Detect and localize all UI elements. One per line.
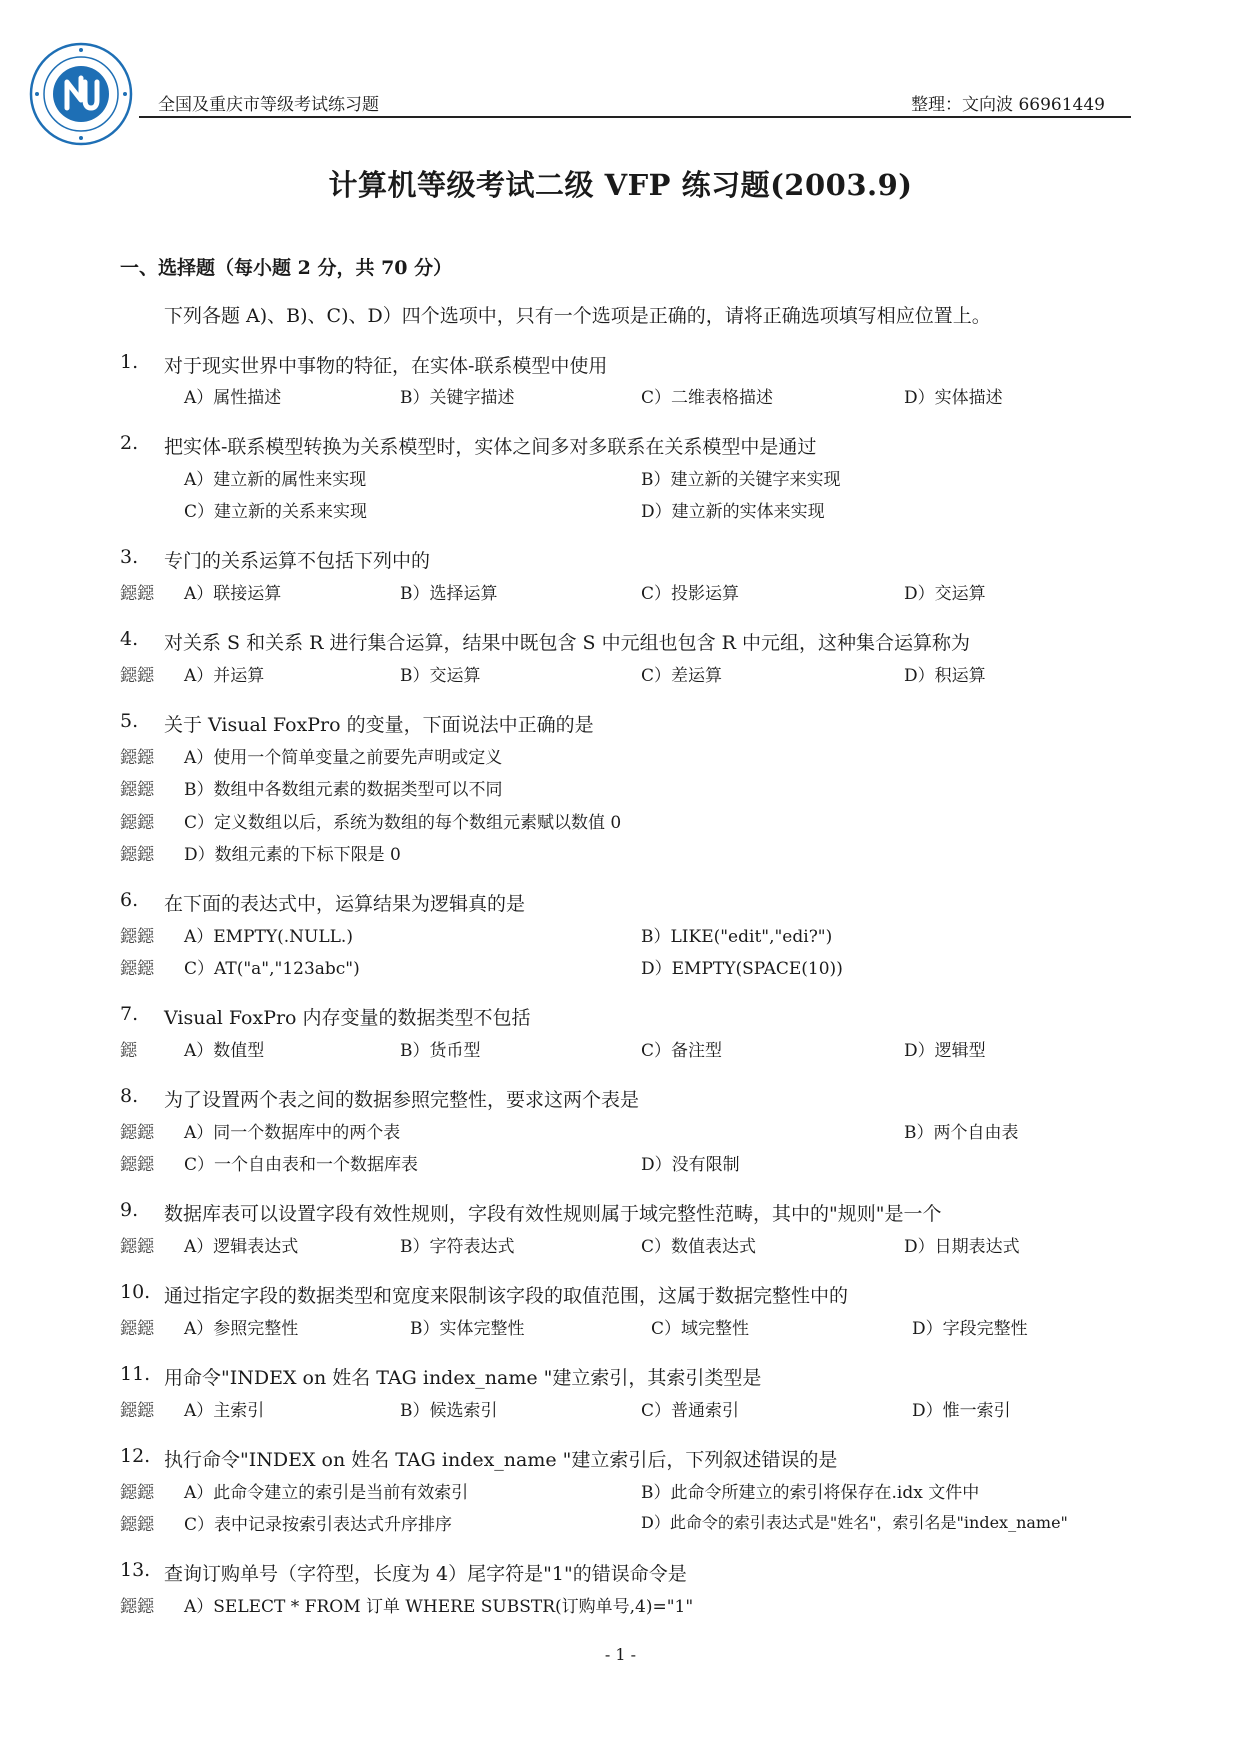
- garbled-glyph: 鐚: [120, 1041, 137, 1061]
- garbled-glyph: 鐚鐚: [120, 1515, 154, 1535]
- option-b: B）交运算: [400, 666, 481, 686]
- option-a: A）逻辑表达式: [184, 1237, 299, 1257]
- option-d: D）建立新的实体来实现: [641, 502, 825, 522]
- garbled-glyph: 鐚鐚: [120, 1123, 154, 1143]
- garbled-glyph: 鐚鐚: [120, 959, 154, 979]
- option-a: A）联接运算: [184, 584, 282, 604]
- option-b: B）LIKE("edit","edi?"): [641, 927, 833, 947]
- option-c: C）投影运算: [641, 584, 740, 604]
- question-text: Visual FoxPro 内存变量的数据类型不包括: [164, 1007, 531, 1029]
- garbled-glyph: 鐚鐚: [120, 1597, 154, 1617]
- question-text: 执行命令"INDEX on 姓名 TAG index_name "建立索引后，下列叙述错误的是: [164, 1449, 838, 1471]
- option-c: C）域完整性: [651, 1319, 750, 1339]
- university-seal-logo: [29, 42, 133, 146]
- question-number: 10.: [120, 1281, 151, 1303]
- option-d: D）实体描述: [904, 388, 1003, 408]
- question-text: 把实体-联系模型转换为关系模型时，实体之间多对多联系在关系模型中是通过: [164, 436, 817, 458]
- question-number: 7.: [120, 1003, 139, 1025]
- question-number: 5.: [120, 710, 139, 732]
- option-b: B）字符表达式: [400, 1237, 515, 1257]
- option-c: C）表中记录按索引表达式升序排序: [184, 1515, 453, 1535]
- garbled-glyph: 鐚鐚: [120, 1155, 154, 1175]
- option-c: C）一个自由表和一个数据库表: [184, 1155, 419, 1175]
- question-number: 11.: [120, 1363, 151, 1385]
- option-d: D）惟一索引: [912, 1401, 1011, 1421]
- option-b: B）候选索引: [400, 1401, 498, 1421]
- option-a: A）使用一个简单变量之前要先声明或定义: [184, 748, 503, 768]
- question-text: 数据库表可以设置字段有效性规则，字段有效性规则属于域完整性范畴，其中的"规则"是一个: [164, 1203, 942, 1225]
- option-d: D）EMPTY(SPACE(10)): [641, 959, 843, 979]
- option-d: D）没有限制: [641, 1155, 740, 1175]
- option-a: A）同一个数据库中的两个表: [184, 1123, 401, 1143]
- option-c: C）数值表达式: [641, 1237, 757, 1257]
- garbled-glyph: 鐚鐚: [120, 1319, 154, 1339]
- question-number: 12.: [120, 1445, 151, 1467]
- question-text: 专门的关系运算不包括下列中的: [164, 550, 431, 572]
- header-divider: [139, 116, 1131, 118]
- question-number: 2.: [120, 432, 139, 454]
- option-b: B）选择运算: [400, 584, 498, 604]
- question-number: 1.: [120, 351, 139, 373]
- garbled-glyph: 鐚鐚: [120, 780, 154, 800]
- page-title: 计算机等级考试二级 VFP 练习题(2003.9): [328, 168, 913, 202]
- option-a: A）建立新的属性来实现: [184, 470, 367, 490]
- garbled-glyph: 鐚鐚: [120, 1483, 154, 1503]
- question-number: 6.: [120, 889, 139, 911]
- option-a: A）主索引: [184, 1401, 265, 1421]
- option-c: C）差运算: [641, 666, 723, 686]
- question-text: 对关系 S 和关系 R 进行集合运算，结果中既包含 S 中元组也包含 R 中元组，这种集合运算称为: [164, 632, 970, 654]
- option-b: B）两个自由表: [904, 1123, 1019, 1143]
- option-b: B）数组中各数组元素的数据类型可以不同: [184, 780, 503, 800]
- option-d: D）字段完整性: [912, 1319, 1028, 1339]
- option-c: C）二维表格描述: [641, 388, 774, 408]
- option-d: D）数组元素的下标下限是 0: [184, 845, 401, 865]
- option-a: A）属性描述: [184, 388, 282, 408]
- question-text: 关于 Visual FoxPro 的变量，下面说法中正确的是: [164, 714, 594, 736]
- question-text: 对于现实世界中事物的特征，在实体-联系模型中使用: [164, 355, 608, 377]
- section-title: 一、选择题（每小题 2 分，共 70 分）: [120, 257, 453, 279]
- option-b: B）实体完整性: [410, 1319, 525, 1339]
- option-b: B）此命令所建立的索引将保存在.idx 文件中: [641, 1483, 980, 1503]
- garbled-glyph: 鐚鐚: [120, 584, 154, 604]
- garbled-glyph: 鐚鐚: [120, 813, 154, 833]
- option-d: D）日期表达式: [904, 1237, 1020, 1257]
- question-text: 查询订购单号（字符型，长度为 4）尾字符是"1"的错误命令是: [164, 1563, 687, 1585]
- option-d: D）此命令的索引表达式是"姓名"，索引名是"index_name": [641, 1513, 1068, 1532]
- option-a: A）参照完整性: [184, 1319, 299, 1339]
- option-c: C）备注型: [641, 1041, 723, 1061]
- option-b: B）建立新的关键字来实现: [641, 470, 841, 490]
- question-text: 在下面的表达式中，运算结果为逻辑真的是: [164, 893, 526, 915]
- option-b: B）货币型: [400, 1041, 481, 1061]
- question-number: 3.: [120, 546, 139, 568]
- option-d: D）积运算: [904, 666, 986, 686]
- option-c: C）建立新的关系来实现: [184, 502, 368, 522]
- option-a: A）并运算: [184, 666, 265, 686]
- page-number: - 1 -: [604, 1645, 637, 1664]
- question-text: 通过指定字段的数据类型和宽度来限制该字段的取值范围，这属于数据完整性中的: [164, 1285, 849, 1307]
- option-c: C）定义数组以后，系统为数组的每个数组元素赋以数值 0: [184, 813, 622, 833]
- header-left-text: 全国及重庆市等级考试练习题: [158, 95, 379, 115]
- option-b: B）关键字描述: [400, 388, 515, 408]
- question-number: 4.: [120, 628, 139, 650]
- option-a: A）EMPTY(.NULL.): [184, 927, 353, 947]
- option-d: D）逻辑型: [904, 1041, 986, 1061]
- option-d: D）交运算: [904, 584, 986, 604]
- option-a: A）此命令建立的索引是当前有效索引: [184, 1483, 469, 1503]
- option-c: C）AT("a","123abc"): [184, 959, 360, 979]
- question-text: 用命令"INDEX on 姓名 TAG index_name "建立索引，其索引类型是: [164, 1367, 762, 1389]
- garbled-glyph: 鐚鐚: [120, 927, 154, 947]
- option-a: A）数值型: [184, 1041, 265, 1061]
- question-number: 8.: [120, 1085, 139, 1107]
- option-a: A）SELECT * FROM 订单 WHERE SUBSTR(订购单号,4)="1": [184, 1597, 694, 1617]
- garbled-glyph: 鐚鐚: [120, 748, 154, 768]
- option-c: C）普通索引: [641, 1401, 740, 1421]
- garbled-glyph: 鐚鐚: [120, 1237, 154, 1257]
- question-number: 13.: [120, 1559, 151, 1581]
- garbled-glyph: 鐚鐚: [120, 666, 154, 686]
- instructions-text: 下列各题 A)、B)、C)、D）四个选项中，只有一个选项是正确的，请将正确选项填写相应位置上。: [164, 305, 991, 327]
- header-right-text: 整理：文向波 66961449: [911, 95, 1105, 115]
- garbled-glyph: 鐚鐚: [120, 1401, 154, 1421]
- question-text: 为了设置两个表之间的数据参照完整性，要求这两个表是: [164, 1089, 640, 1111]
- garbled-glyph: 鐚鐚: [120, 845, 154, 865]
- question-number: 9.: [120, 1199, 139, 1221]
